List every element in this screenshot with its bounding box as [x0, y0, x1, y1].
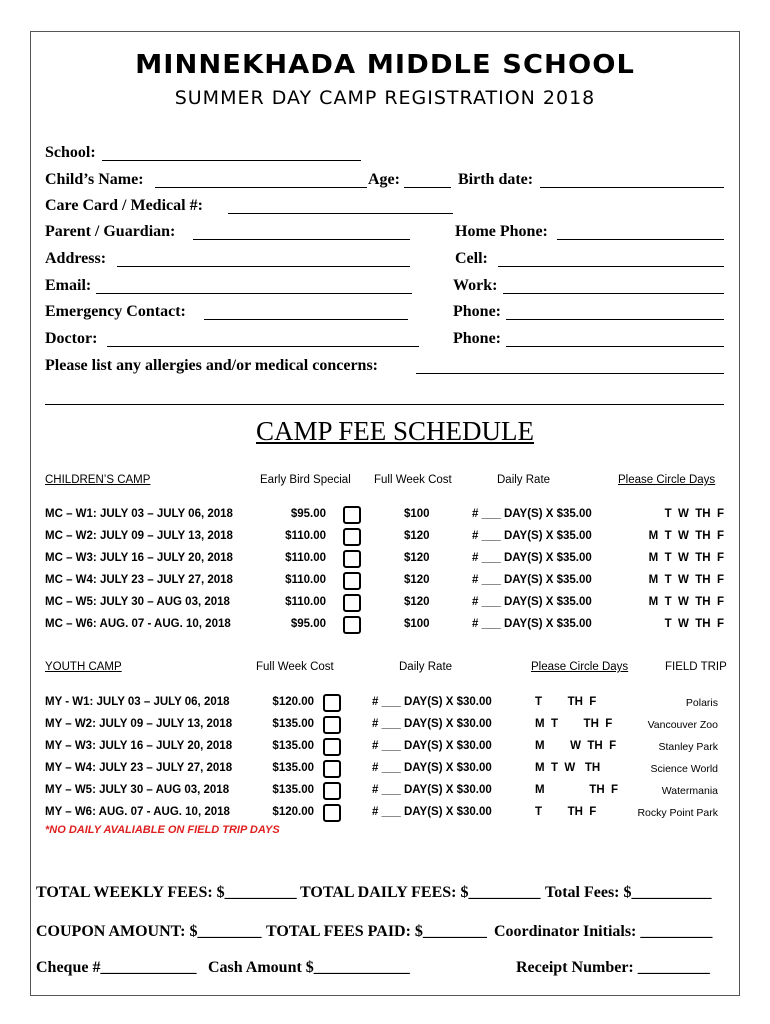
youth-daily-rate[interactable]: # ___ DAY(S) X $30.00: [372, 784, 492, 796]
cash-amount[interactable]: Cash Amount $____________: [208, 959, 410, 976]
total-weekly-fees[interactable]: TOTAL WEEKLY FEES: $_________: [36, 884, 297, 901]
birth-date-label: Birth date:: [458, 171, 534, 188]
emergency-label: Emergency Contact:: [45, 303, 186, 320]
children-daily-rate[interactable]: # ___ DAY(S) X $35.00: [472, 596, 592, 608]
youth-col-field-trip: FIELD TRIP: [665, 661, 727, 673]
doctor-label: Doctor:: [45, 330, 98, 347]
emergency-phone-label: Phone:: [453, 303, 501, 320]
address-field[interactable]: [117, 266, 410, 267]
children-week-label: MC – W5: JULY 30 – AUG 03, 2018: [45, 596, 230, 608]
children-days[interactable]: M T W TH F: [648, 596, 724, 608]
care-card-label: Care Card / Medical #:: [45, 197, 203, 214]
youth-field-trip: Science World: [650, 763, 718, 775]
youth-week-label: MY – W6: AUG. 07 - AUG. 10, 2018: [45, 806, 230, 818]
children-full-price: $120: [404, 530, 430, 542]
children-early-checkbox[interactable]: [343, 528, 361, 546]
children-week-label: MC – W3: JULY 16 – JULY 20, 2018: [45, 552, 233, 564]
children-full-price: $120: [404, 596, 430, 608]
children-daily-rate[interactable]: # ___ DAY(S) X $35.00: [472, 618, 592, 630]
youth-full-price: $135.00: [272, 784, 314, 796]
children-full-price: $100: [404, 508, 430, 520]
youth-days[interactable]: M TH F: [535, 784, 619, 796]
age-field[interactable]: [404, 187, 451, 188]
children-early-checkbox[interactable]: [343, 616, 361, 634]
youth-field-trip: Polaris: [685, 697, 718, 709]
youth-full-checkbox[interactable]: [323, 716, 341, 734]
form-subtitle: SUMMER DAY CAMP REGISTRATION 2018: [174, 87, 596, 109]
age-label: Age:: [368, 171, 400, 188]
youth-camp-heading: YOUTH CAMP: [45, 661, 122, 673]
total-fees[interactable]: Total Fees: $__________: [545, 884, 712, 901]
youth-daily-rate[interactable]: # ___ DAY(S) X $30.00: [372, 696, 492, 708]
children-early-price: $95.00: [290, 618, 326, 630]
allergies-field-extra[interactable]: [45, 404, 724, 405]
children-early-checkbox[interactable]: [343, 506, 361, 524]
care-card-field[interactable]: [228, 213, 453, 214]
youth-field-trip: Rocky Point Park: [637, 807, 718, 819]
allergies-field[interactable]: [416, 373, 724, 374]
youth-field-trip: Watermania: [661, 785, 718, 797]
youth-days[interactable]: T TH F: [535, 806, 597, 818]
children-camp-heading: CHILDREN’S CAMP: [45, 474, 151, 486]
youth-days[interactable]: M T TH F: [535, 718, 613, 730]
receipt-number[interactable]: Receipt Number: _________: [516, 959, 710, 976]
cell-field[interactable]: [498, 266, 724, 267]
children-early-checkbox[interactable]: [343, 550, 361, 568]
youth-full-price: $135.00: [272, 762, 314, 774]
doctor-field[interactable]: [107, 346, 419, 347]
col-circle-days: Please Circle Days: [618, 474, 716, 486]
youth-full-checkbox[interactable]: [323, 738, 341, 756]
children-full-price: $100: [404, 618, 430, 630]
youth-days[interactable]: M T W TH: [535, 762, 601, 774]
total-fees-paid[interactable]: TOTAL FEES PAID: $________: [266, 923, 487, 940]
address-label: Address:: [45, 250, 107, 267]
youth-daily-rate[interactable]: # ___ DAY(S) X $30.00: [372, 740, 492, 752]
col-early-bird: Early Bird Special: [260, 474, 351, 486]
coordinator-initials[interactable]: Coordinator Initials: _________: [494, 923, 713, 940]
children-week-label: MC – W2: JULY 09 – JULY 13, 2018: [45, 530, 233, 542]
birth-date-field[interactable]: [540, 187, 724, 188]
children-days[interactable]: T W TH F: [664, 618, 724, 630]
doctor-phone-field[interactable]: [506, 346, 724, 347]
children-early-price: $110.00: [285, 530, 326, 542]
children-early-price: $110.00: [285, 596, 326, 608]
home-phone-field[interactable]: [557, 239, 724, 240]
youth-col-daily-rate: Daily Rate: [399, 661, 453, 673]
children-full-price: $120: [404, 574, 430, 586]
children-early-checkbox[interactable]: [343, 594, 361, 612]
youth-week-label: MY – W3: JULY 16 – JULY 20, 2018: [45, 740, 233, 752]
youth-full-checkbox[interactable]: [323, 782, 341, 800]
col-daily-rate: Daily Rate: [497, 474, 551, 486]
youth-full-price: $135.00: [272, 740, 314, 752]
cheque-number[interactable]: Cheque #____________: [36, 959, 197, 976]
cell-label: Cell:: [455, 250, 488, 267]
children-daily-rate[interactable]: # ___ DAY(S) X $35.00: [472, 574, 592, 586]
youth-col-full-week: Full Week Cost: [256, 661, 334, 673]
children-early-checkbox[interactable]: [343, 572, 361, 590]
youth-daily-rate[interactable]: # ___ DAY(S) X $30.00: [372, 718, 492, 730]
children-daily-rate[interactable]: # ___ DAY(S) X $35.00: [472, 508, 592, 520]
children-days[interactable]: M T W TH F: [648, 530, 724, 542]
emergency-phone-field[interactable]: [506, 319, 724, 320]
youth-days[interactable]: M W TH F: [535, 740, 617, 752]
children-days[interactable]: M T W TH F: [648, 574, 724, 586]
children-early-price: $110.00: [285, 552, 326, 564]
coupon-amount[interactable]: COUPON AMOUNT: $________: [36, 923, 262, 940]
youth-field-trip: Vancouver Zoo: [647, 719, 718, 731]
parent-label: Parent / Guardian:: [45, 223, 176, 240]
home-phone-label: Home Phone:: [455, 223, 548, 240]
youth-col-circle-days: Please Circle Days: [531, 661, 629, 673]
schedule-title: CAMP FEE SCHEDULE: [256, 416, 535, 446]
children-days[interactable]: M T W TH F: [648, 552, 724, 564]
youth-week-label: MY - W1: JULY 03 – JULY 06, 2018: [45, 696, 230, 708]
youth-full-checkbox[interactable]: [323, 760, 341, 778]
email-label: Email:: [45, 277, 92, 294]
doctor-phone-label: Phone:: [453, 330, 501, 347]
youth-full-checkbox[interactable]: [323, 804, 341, 822]
children-early-price: $95.00: [290, 508, 326, 520]
children-full-price: $120: [404, 552, 430, 564]
work-field[interactable]: [503, 293, 724, 294]
col-full-week: Full Week Cost: [374, 474, 452, 486]
children-early-price: $110.00: [285, 574, 326, 586]
youth-field-trip: Stanley Park: [658, 741, 718, 753]
emergency-field[interactable]: [204, 319, 408, 320]
youth-full-price: $135.00: [272, 718, 314, 730]
children-week-label: MC – W6: AUG. 07 - AUG. 10, 2018: [45, 618, 231, 630]
allergies-label: Please list any allergies and/or medical concerns:: [45, 357, 378, 374]
school-label: School:: [45, 144, 96, 161]
child-name-label: Child’s Name:: [45, 171, 144, 188]
youth-week-label: MY – W2: JULY 09 – JULY 13, 2018: [45, 718, 233, 730]
school-name: MINNEKHADA MIDDLE SCHOOL: [135, 50, 635, 80]
children-days[interactable]: T W TH F: [664, 508, 724, 520]
total-daily-fees[interactable]: TOTAL DAILY FEES: $_________: [300, 884, 541, 901]
children-week-label: MC – W4: JULY 23 – JULY 27, 2018: [45, 574, 233, 586]
youth-days[interactable]: T TH F: [535, 696, 597, 708]
children-daily-rate[interactable]: # ___ DAY(S) X $35.00: [472, 530, 592, 542]
school-field[interactable]: [102, 160, 361, 161]
child-name-field[interactable]: [155, 187, 367, 188]
youth-daily-rate[interactable]: # ___ DAY(S) X $30.00: [372, 806, 492, 818]
youth-full-checkbox[interactable]: [323, 694, 341, 712]
email-field[interactable]: [96, 293, 412, 294]
youth-daily-rate[interactable]: # ___ DAY(S) X $30.00: [372, 762, 492, 774]
children-daily-rate[interactable]: # ___ DAY(S) X $35.00: [472, 552, 592, 564]
youth-week-label: MY – W5: JULY 30 – AUG 03, 2018: [45, 784, 230, 796]
parent-field[interactable]: [193, 239, 410, 240]
children-week-label: MC – W1: JULY 03 – JULY 06, 2018: [45, 508, 233, 520]
youth-full-price: $120.00: [272, 806, 314, 818]
youth-full-price: $120.00: [272, 696, 314, 708]
youth-week-label: MY – W4: JULY 23 – JULY 27, 2018: [45, 762, 233, 774]
work-label: Work:: [453, 277, 498, 294]
field-trip-note: *NO DAILY AVALIABLE ON FIELD TRIP DAYS: [45, 824, 280, 836]
